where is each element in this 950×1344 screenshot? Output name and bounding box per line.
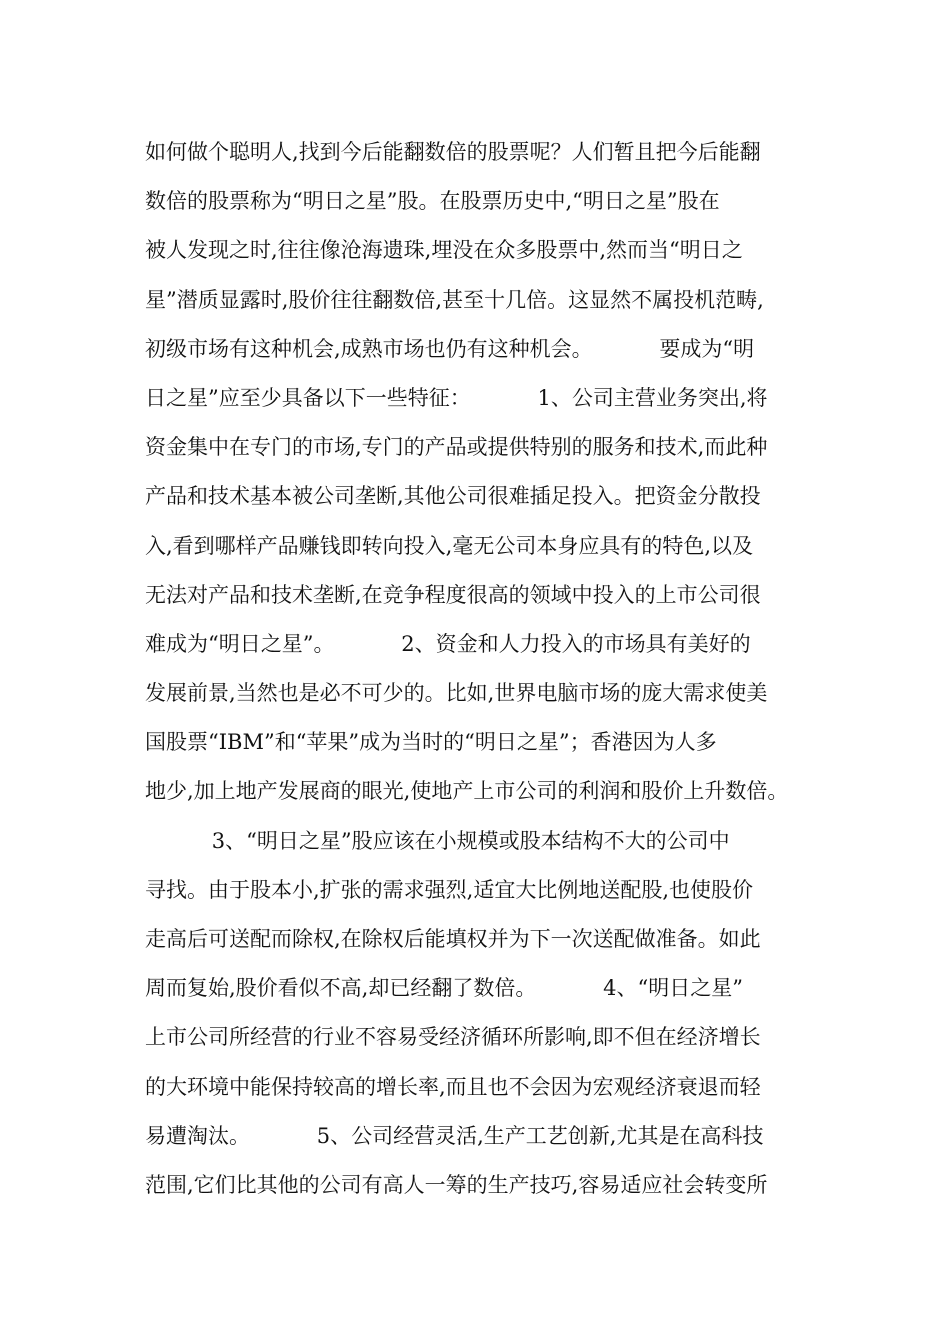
text-line-3: 被人发现之时,往往像沧海遗珠,埋没在众多股票中,然而当“明日之 [145,238,743,263]
text-line-8: 产品和技术基本被公司垄断,其他公司很难插足投入。把资金分散投 [145,484,761,509]
text-line-14: 地少,加上地产发展商的眼光,使地产上市公司的利润和股价上升数倍。 [145,779,789,804]
text-line-11: 难成为“明日之星”。 2、资金和人力投入的市场具有美好的 [145,631,751,656]
text-line-6: 日之星”应至少具备以下一些特征： 1、公司主营业务突出,将 [145,385,768,410]
text-line-17: 走高后可送配而除权,在除权后能填权并为下一次送配做准备。如此 [145,927,761,951]
body-text [145,128,825,1210]
text-line-22: 范围,它们比其他的公司有高人一筹的生产技巧,容易适应社会转变所 [145,1172,768,1197]
text-line-2: 数倍的股票称为“明日之星”股。在股票历史中,“明日之星”股在 [145,189,720,214]
text-line-13: 国股票“IBM”和“苹果”成为当时的“明日之星”；香港因为人多 [145,730,717,755]
text-line-12: 发展前景,当然也是必不可少的。比如,世界电脑市场的庞大需求使美 [145,681,768,706]
text-line-10: 无法对产品和技术垄断,在竞争程度很高的领域中投入的上市公司很 [145,582,761,607]
text-line-1: 如何做个聪明人,找到今后能翻数倍的股票呢？人们暂且把今后能翻 [145,140,761,164]
text-line-4: 星”潜质显露时,股价往往翻数倍,甚至十几倍。这显然不属投机范畴, [145,287,764,312]
text-line-5: 初级市场有这种机会,成熟市场也仍有这种机会。 要成为“明 [145,336,755,361]
text-line-9: 入,看到哪样产品赚钱即转向投入,毫无公司本身应具有的特色,以及 [145,533,754,558]
text-line-21: 易遭淘汰。 5、公司经营灵活,生产工艺创新,尤其是在高科技 [145,1123,764,1148]
text-line-18: 周而复始,股价看似不高,却已经翻了数倍。 4、“明日之星” [145,976,743,1001]
text-line-20: 的大环境中能保持较高的增长率,而且也不会因为宏观经济衰退而轻 [145,1074,761,1099]
text-line-15: 3、“明日之星”股应该在小规模或股本结构不大的公司中 [145,828,730,853]
text-line-16: 寻找。由于股本小,扩张的需求强烈,适宜大比例地送配股,也使股价 [145,877,754,902]
text-line-7: 资金集中在专门的市场,专门的产品或提供特别的服务和技术,而此种 [145,435,768,460]
text-line-19: 上市公司所经营的行业不容易受经济循环所影响,即不但在经济增长 [145,1025,761,1050]
